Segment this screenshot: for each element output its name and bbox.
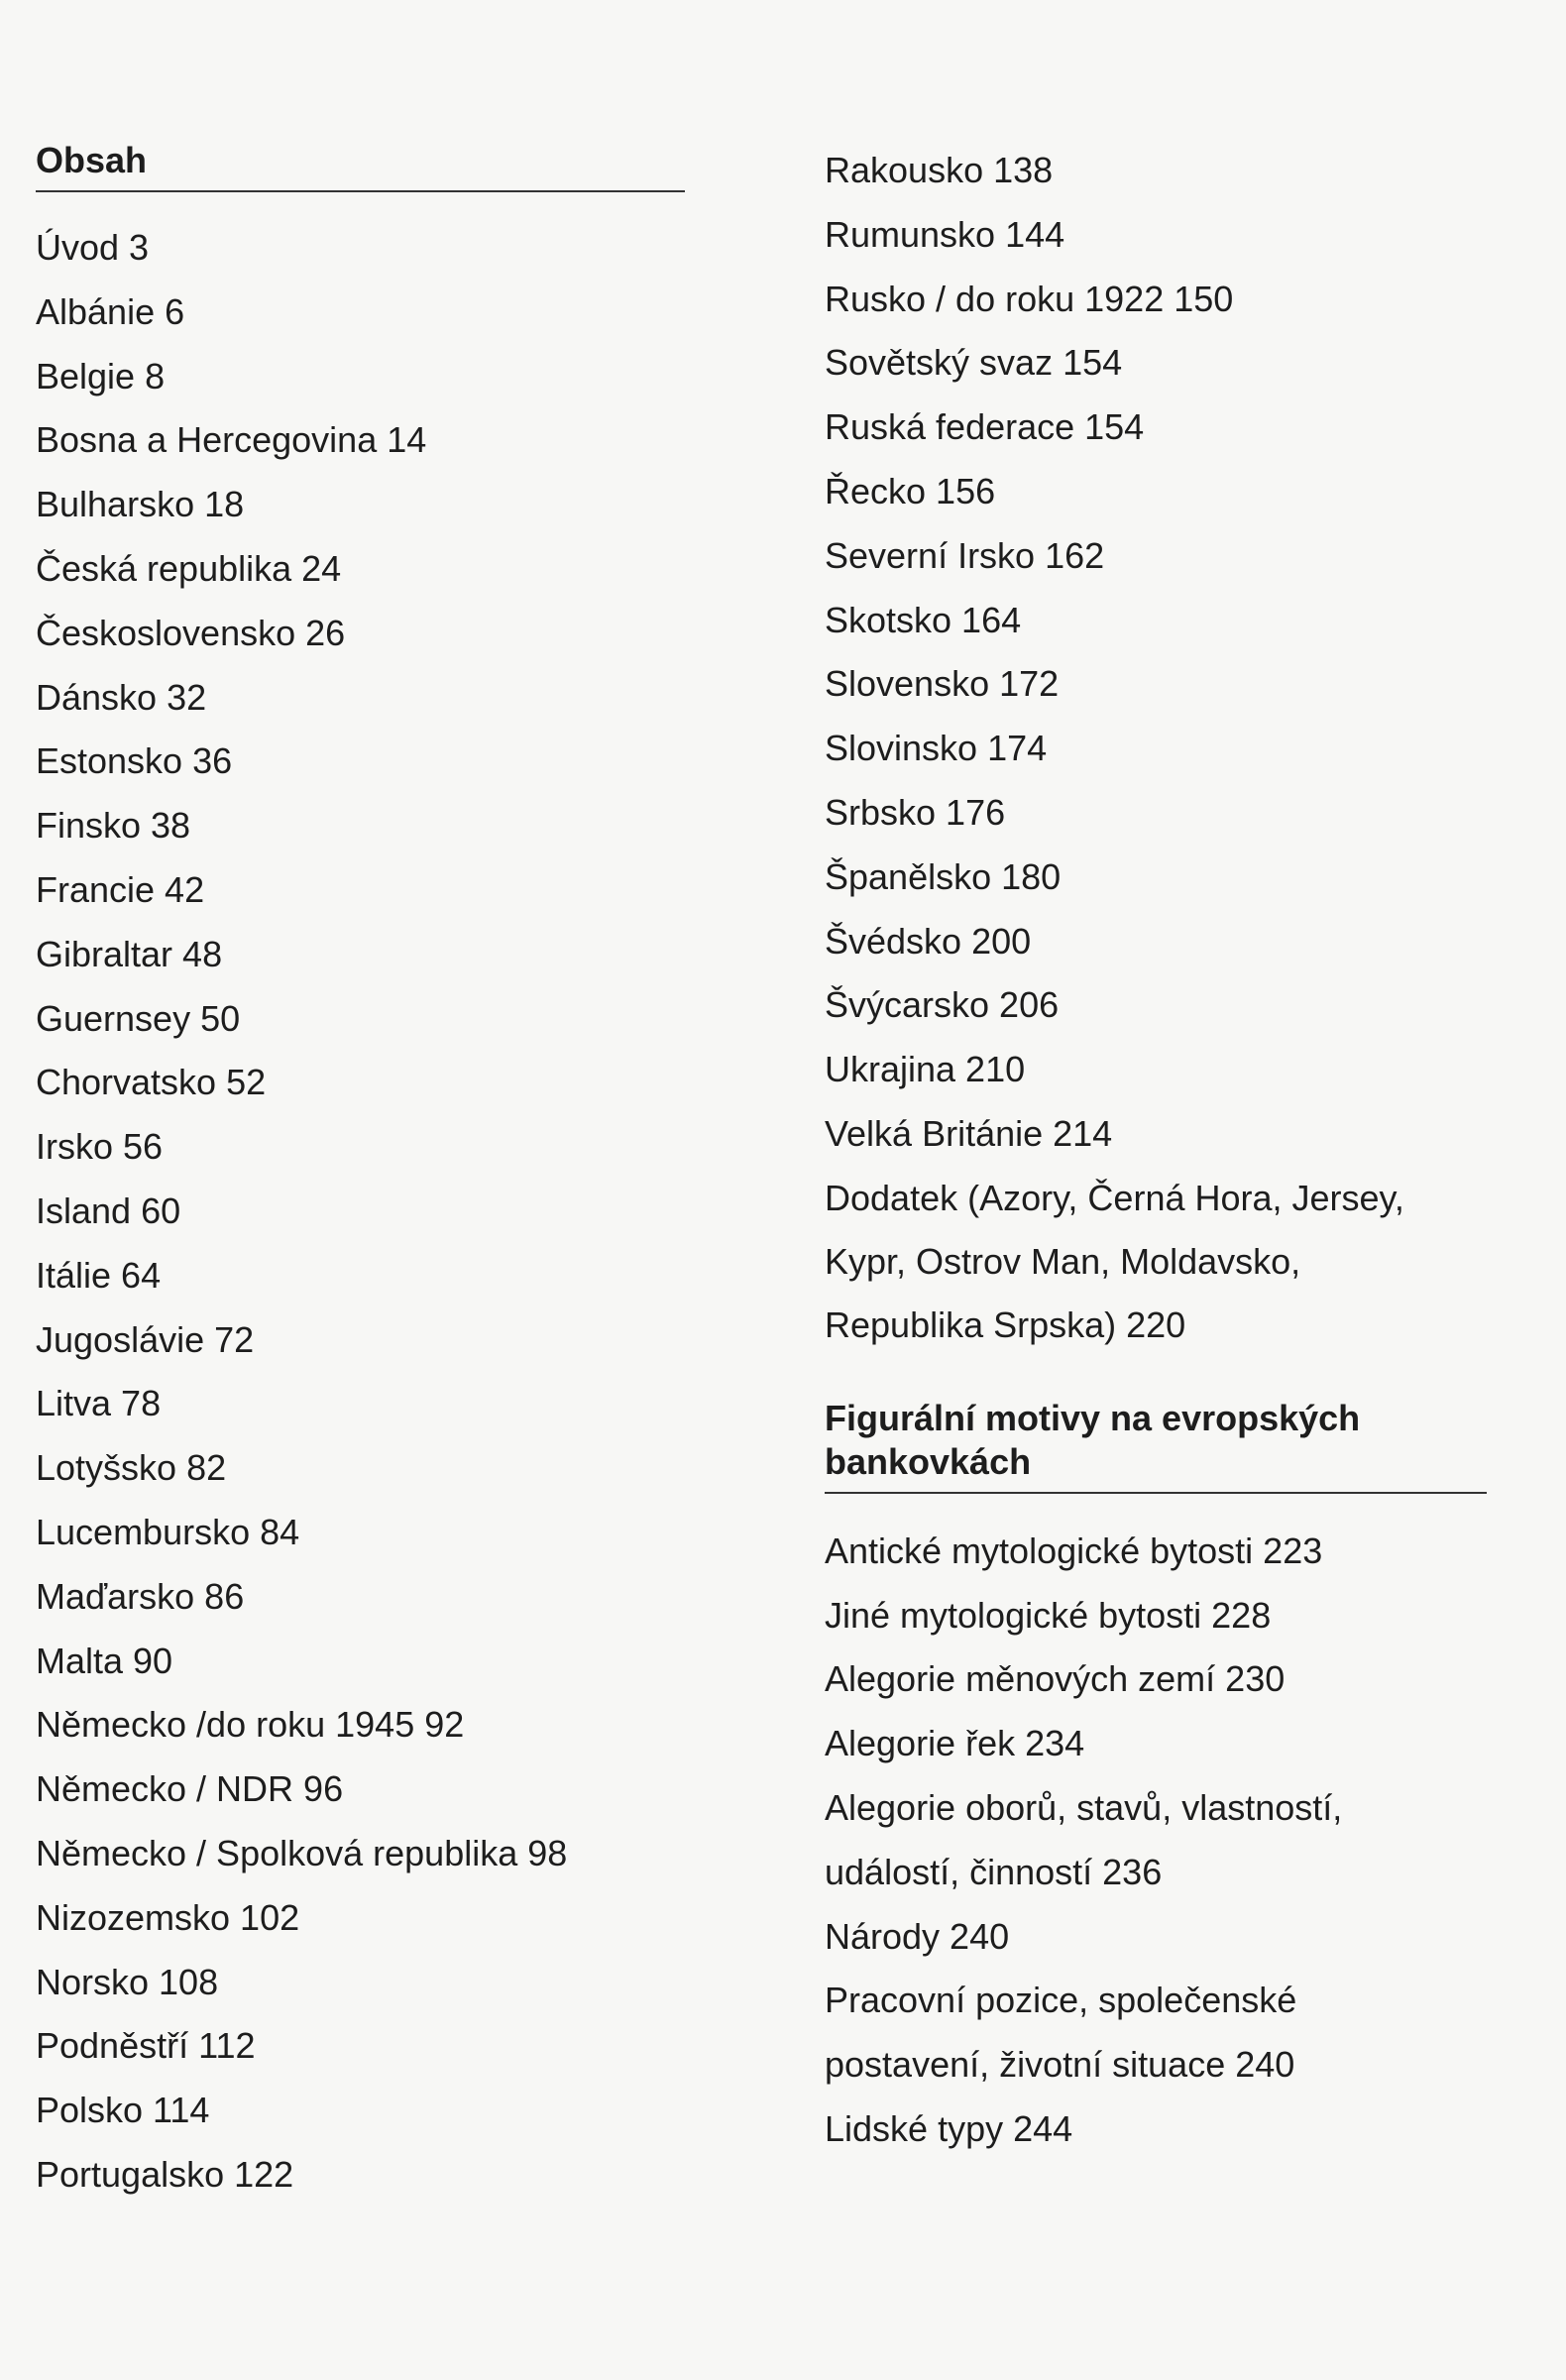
toc-entry: Skotsko 164 bbox=[825, 599, 1022, 640]
toc-entry: Lucembursko 84 bbox=[36, 1511, 300, 1552]
toc-entry: Rusko / do roku 1922 150 bbox=[825, 278, 1234, 319]
toc-entry bbox=[825, 1969, 1487, 2097]
toc-entry: Švédsko 200 bbox=[825, 920, 1032, 962]
appendix-line: Dodatek (Azory, Černá Hora, Jersey, bbox=[825, 1177, 1404, 1218]
figural-heading-line: Figurální motivy na evropských bbox=[825, 1397, 1361, 1438]
toc-entry: Finsko 38 bbox=[36, 805, 191, 847]
toc-entry: Sovětský svaz 154 bbox=[825, 342, 1123, 384]
figural-section bbox=[825, 1397, 1487, 2162]
toc-entry-line: Jiné mytologické bytosti 228 bbox=[825, 1594, 1272, 1636]
toc-entry: Španělsko 180 bbox=[825, 855, 1062, 897]
toc-entry: Polsko 114 bbox=[36, 2090, 210, 2131]
toc-entry-line: Lidské typy 244 bbox=[825, 2107, 1073, 2149]
toc-entry: Norsko 108 bbox=[36, 1961, 219, 2002]
toc-entry-line: Alegorie oborů, stavů, vlastností, bbox=[825, 1786, 1343, 1828]
toc-entry: Bosna a Hercegovina 14 bbox=[36, 419, 427, 461]
toc-entry: Řecko 156 bbox=[825, 470, 996, 511]
toc-entry: Maďarsko 86 bbox=[36, 1575, 245, 1617]
toc-entry: Slovinsko 174 bbox=[825, 728, 1048, 769]
figural-heading-line: bankovkách bbox=[825, 1440, 1032, 1482]
toc-entry: Ukrajina 210 bbox=[825, 1049, 1026, 1090]
toc-entry: Srbsko 176 bbox=[825, 791, 1006, 833]
toc-entry-line: postavení, životní situace 240 bbox=[825, 2044, 1295, 2086]
toc-entry: Francie 42 bbox=[36, 868, 205, 910]
toc-entry: Německo / Spolková republika 98 bbox=[36, 1832, 568, 1873]
toc-entry: Rakousko 138 bbox=[825, 150, 1054, 190]
contents-left-column bbox=[36, 139, 685, 2208]
toc-entry: Německo / NDR 96 bbox=[36, 1768, 344, 1810]
toc-entry-line: Pracovní pozice, společenské bbox=[825, 1980, 1297, 2021]
toc-entry: Gibraltar 48 bbox=[36, 933, 223, 974]
toc-entry: Slovensko 172 bbox=[825, 663, 1060, 705]
toc-entry: Albánie 6 bbox=[36, 290, 185, 332]
toc-entry: Litva 78 bbox=[36, 1383, 162, 1424]
toc-entry: Lotyšsko 82 bbox=[36, 1447, 227, 1489]
toc-entry-line: Alegorie řek 234 bbox=[825, 1723, 1085, 1764]
contents-right-list bbox=[825, 139, 1487, 1167]
toc-entry: Belgie 8 bbox=[36, 355, 166, 397]
toc-entry bbox=[825, 1905, 1487, 1970]
toc-entry: Jugoslávie 72 bbox=[36, 1318, 255, 1360]
toc-entry-line: Alegorie měnových zemí 230 bbox=[825, 1658, 1286, 1700]
appendix-line: Kypr, Ostrov Man, Moldavsko, bbox=[825, 1240, 1301, 1282]
toc-entry bbox=[825, 1584, 1487, 1648]
toc-entry bbox=[825, 1712, 1487, 1776]
toc-entry: Bulharsko 18 bbox=[36, 484, 245, 525]
contents-right-column bbox=[825, 139, 1487, 2162]
toc-entry: Rumunsko 144 bbox=[825, 213, 1065, 255]
toc-entry: Island 60 bbox=[36, 1190, 181, 1231]
toc-entry: Estonsko 36 bbox=[36, 740, 233, 782]
toc-entry bbox=[825, 1647, 1487, 1712]
toc-entry bbox=[825, 2097, 1487, 2162]
toc-entry: Československo 26 bbox=[36, 612, 346, 653]
toc-entry: Česká republika 24 bbox=[36, 547, 342, 589]
toc-entry: Ruská federace 154 bbox=[825, 406, 1145, 448]
figural-list bbox=[825, 1520, 1487, 2162]
toc-entry: Malta 90 bbox=[36, 1640, 173, 1681]
toc-entry: Severní Irsko 162 bbox=[825, 534, 1105, 576]
toc-entry: Chorvatsko 52 bbox=[36, 1062, 267, 1103]
toc-entry: Německo /do roku 1945 92 bbox=[36, 1704, 465, 1746]
toc-entry: Nizozemsko 102 bbox=[36, 1896, 300, 1938]
toc-entry: Portugalsko 122 bbox=[36, 2153, 294, 2195]
toc-entry bbox=[825, 1776, 1487, 1905]
toc-entry: Irsko 56 bbox=[36, 1126, 164, 1168]
toc-entry: Úvod 3 bbox=[36, 227, 150, 268]
appendix-entry bbox=[825, 1167, 1487, 1357]
contents-heading: Obsah bbox=[36, 139, 685, 192]
toc-entry: Guernsey 50 bbox=[36, 997, 241, 1039]
toc-entry: Velká Británie 214 bbox=[825, 1112, 1113, 1154]
toc-entry: Itálie 64 bbox=[36, 1254, 162, 1296]
appendix-line: Republika Srpska) 220 bbox=[825, 1303, 1186, 1345]
figural-heading bbox=[825, 1397, 1487, 1494]
toc-entry-line: Antické mytologické bytosti 223 bbox=[825, 1530, 1323, 1571]
toc-entry: Podněstří 112 bbox=[36, 2025, 256, 2067]
toc-entry: Dánsko 32 bbox=[36, 676, 207, 718]
toc-entry-line: Národy 240 bbox=[825, 1915, 1010, 1957]
toc-entry: Švýcarsko 206 bbox=[825, 984, 1060, 1026]
toc-entry bbox=[825, 1520, 1487, 1584]
contents-left-list bbox=[36, 216, 685, 2208]
toc-entry-line: událostí, činností 236 bbox=[825, 1851, 1163, 1892]
